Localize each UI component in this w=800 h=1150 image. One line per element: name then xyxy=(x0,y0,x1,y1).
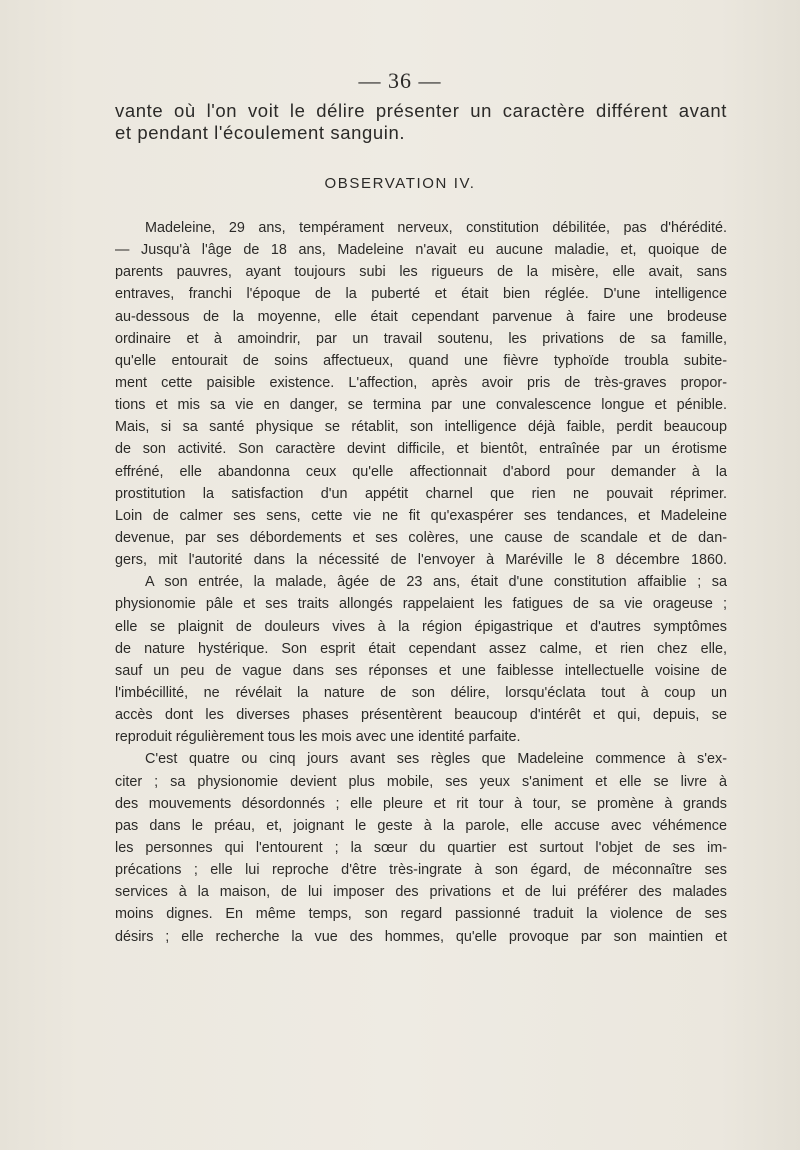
body-line: sauf un peu de vague dans ses réponses et une faiblesse intellectuelle voisine de xyxy=(115,662,727,679)
body-line: Loin de calmer ses sens, cette vie ne fit qu'exaspérer ses tendances, et Madeleine xyxy=(115,507,727,524)
body-line: — Jusqu'à l'âge de 18 ans, Madeleine n'avait eu aucune maladie, et, quoique de xyxy=(115,242,727,259)
body-line: citer ; sa physionomie devient plus mobile, ses yeux s'animent et elle se livre à xyxy=(115,773,727,790)
body-line: physionomie pâle et ses traits allongés rappelaient les fatigues de sa vie orageuse ; xyxy=(115,596,727,613)
body-line: Madeleine, 29 ans, tempérament nerveux, constitution débilitée, pas d'hérédité. xyxy=(145,220,727,236)
body-line: effréné, elle abandonna ceux qu'elle affectionnait d'abord pour demander à la xyxy=(115,463,727,480)
intro-line: et pendant l'écoulement sanguin. xyxy=(115,122,406,143)
body-line: prostitution la satisfaction d'un appétit charnel que rien ne pouvait réprimer. xyxy=(115,485,727,502)
body-line: accès dont les diverses phases présentèrent beaucoup d'intérêt et qui, depuis, se xyxy=(115,707,727,724)
body-line: ordinaire et à amoindrir, par un travail soutenu, les privations de sa famille, xyxy=(115,330,727,347)
body-line: reproduit régulièrement tous les mois avec une identité parfaite. xyxy=(115,729,521,746)
body-line: parents pauvres, ayant toujours subi les rigueurs de la misère, elle avait, sans xyxy=(115,264,727,281)
body-line: au-dessous de la moyenne, elle était cependant parvenue à faire une brodeuse xyxy=(115,308,727,325)
intro-paragraph xyxy=(115,100,727,144)
body-line: l'imbécillité, ne révélait la nature de son délire, lorsqu'éclata tout à coup un xyxy=(115,684,727,701)
body-line: qu'elle entourait de soins affectueux, quand une fièvre typhoïde troubla subite- xyxy=(115,352,727,369)
body-line: moins dignes. En même temps, son regard passionné traduit la violence de ses xyxy=(115,906,727,923)
body-line: de son activité. Son caractère devint difficile, et bientôt, entraînée par un érotisme xyxy=(115,441,727,458)
body-line: ment cette paisible existence. L'affection, après avoir pris de très-graves propor- xyxy=(115,374,727,391)
body-line: pas dans le préau, et, joignant le geste à la parole, elle accuse avec véhémence xyxy=(115,817,727,834)
body-line: désirs ; elle recherche la vue des hommes, qu'elle provoque par son maintien et xyxy=(115,928,727,945)
body-line: elle se plaignit de douleurs vives à la région épigastrique et d'autres symptômes xyxy=(115,618,727,635)
page-number: — 36 — xyxy=(358,68,442,93)
body-line: tions et mis sa vie en danger, se termina par une convalescence longue et pénible. xyxy=(115,397,727,414)
intro-line: vante où l'on voit le délire présenter un caractère différent avant xyxy=(115,100,727,121)
body-line: A son entrée, la malade, âgée de 23 ans, était d'une constitution affaiblie ; sa xyxy=(145,574,727,591)
body-line: de nature hystérique. Son esprit était cependant assez calme, et rien chez elle, xyxy=(115,640,727,657)
body-line: gers, mit l'autorité dans la nécessité de l'envoyer à Maréville le 8 décembre 1860. xyxy=(115,552,727,569)
body-line: services à la maison, de lui imposer des privations et de lui préférer des malades xyxy=(115,884,727,901)
body-line: des mouvements désordonnés ; elle pleure et rit tour à tour, se promène à grands xyxy=(115,795,727,812)
body-line: C'est quatre ou cinq jours avant ses règles que Madeleine commence à s'ex- xyxy=(145,751,727,768)
observation-body xyxy=(115,217,727,948)
body-line: entraves, franchi l'époque de la puberté et était bien réglée. D'une intelligence xyxy=(115,286,727,303)
observation-heading: OBSERVATION IV. xyxy=(324,175,476,192)
body-line: Mais, si sa santé physique se rétablit, son intelligence déjà faible, perdit beaucoup xyxy=(115,419,727,436)
body-line: précations ; elle lui reproche d'être très-ingrate à son égard, de méconnaître ses xyxy=(115,862,727,879)
body-line: devenue, par ses débordements et ses colères, une cause de scandale et de dan- xyxy=(115,529,727,546)
body-line: les personnes qui l'entourent ; la sœur du quartier est surtout l'objet de ses im- xyxy=(115,839,727,856)
